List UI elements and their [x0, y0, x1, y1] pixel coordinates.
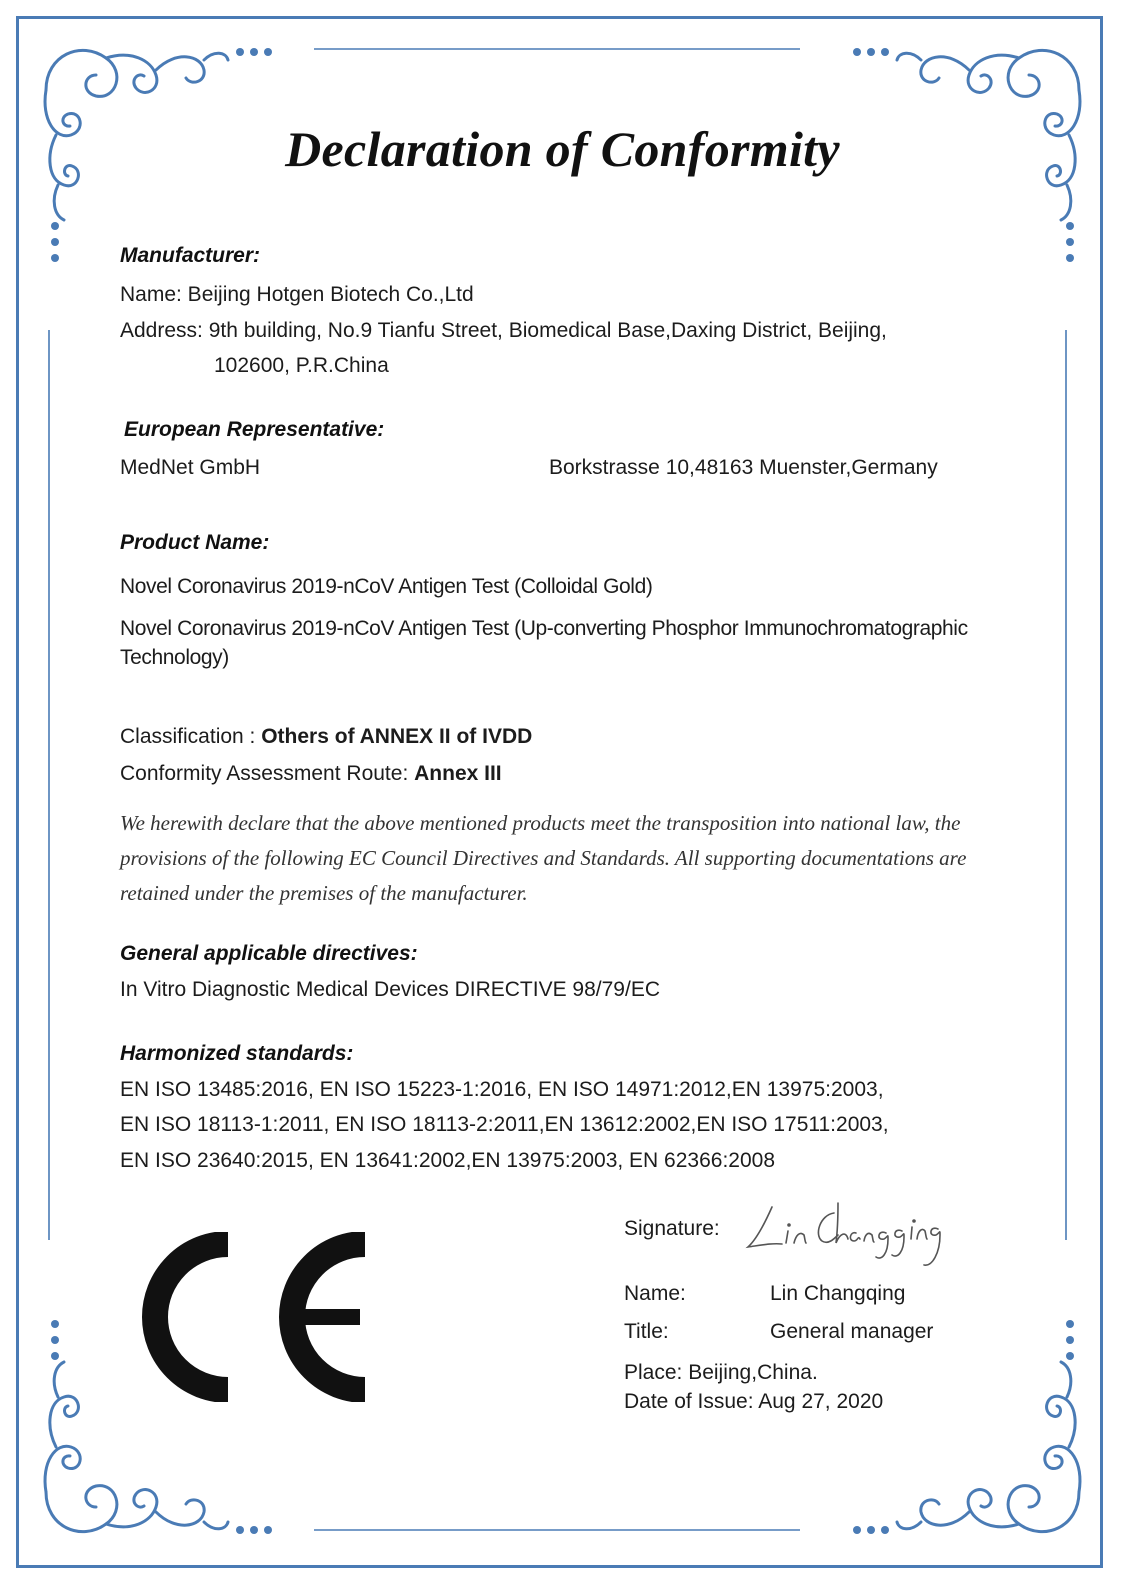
classification-value: Others of ANNEX II of IVDD	[261, 725, 533, 748]
route-value: Annex III	[414, 762, 502, 785]
standards-line2: EN ISO 18113-1:2011, EN ISO 18113-2:2011,EN 13612:2002,EN ISO 17511:2003,	[120, 1113, 889, 1136]
manufacturer-heading: Manufacturer:	[120, 244, 261, 267]
product-heading: Product Name:	[120, 531, 270, 554]
document-title: Declaration of Conformity	[285, 121, 840, 177]
declaration-paragraph	[120, 806, 1040, 911]
corner-ornament-bottom-right	[839, 1312, 1089, 1552]
manufacturer-address-line2: 102600, P.R.China	[214, 354, 389, 377]
product-line2a: Novel Coronavirus 2019-nCoV Antigen Test (Up-converting Phosphor Immunochromatographic	[120, 617, 968, 640]
route-label: Conformity Assessment Route:	[120, 762, 415, 785]
declaration-line1: We herewith declare that the above mentioned products meet the transposition into national law, the	[120, 811, 961, 835]
route-row	[120, 762, 502, 786]
declaration-line2: provisions of the following EC Council Directives and Standards. All supporting documentations are	[120, 846, 967, 870]
signer-name-value: Lin Changqing	[770, 1282, 906, 1305]
european-rep-name: MedNet GmbH	[120, 456, 261, 479]
date-of-issue: Date of Issue: Aug 27, 2020	[624, 1390, 884, 1413]
directives-text: In Vitro Diagnostic Medical Devices DIRECTIVE 98/79/EC	[120, 978, 660, 1001]
product-line1: Novel Coronavirus 2019-nCoV Antigen Test (Colloidal Gold)	[120, 575, 653, 598]
product-line2b: Technology)	[120, 646, 229, 669]
classification-row	[120, 725, 532, 749]
european-rep-heading: European Representative:	[124, 418, 385, 441]
handwritten-signature	[742, 1195, 942, 1275]
european-rep-address: Borkstrasse 10,48163 Muenster,Germany	[549, 456, 938, 479]
ce-mark-logo	[140, 1232, 380, 1402]
declaration-line3: retained under the premises of the manufacturer.	[120, 881, 528, 905]
standards-line3: EN ISO 23640:2015, EN 13641:2002,EN 13975:2003, EN 62366:2008	[120, 1149, 775, 1172]
manufacturer-address-line1: Address: 9th building, No.9 Tianfu Street, Biomedical Base,Daxing District, Beijing,	[120, 319, 887, 342]
signature-label: Signature:	[624, 1217, 720, 1240]
manufacturer-name: Name: Beijing Hotgen Biotech Co.,Ltd	[120, 283, 474, 306]
place-of-issue: Place: Beijing,China.	[624, 1361, 818, 1384]
signer-name-label: Name:	[624, 1282, 686, 1305]
standards-line1: EN ISO 13485:2016, EN ISO 15223-1:2016, EN ISO 14971:2012,EN 13975:2003,	[120, 1078, 884, 1101]
signer-title-value: General manager	[770, 1320, 934, 1343]
standards-heading: Harmonized standards:	[120, 1042, 354, 1065]
directives-heading: General applicable directives:	[120, 942, 418, 965]
classification-label: Classification :	[120, 725, 262, 748]
signer-title-label: Title:	[624, 1320, 669, 1343]
